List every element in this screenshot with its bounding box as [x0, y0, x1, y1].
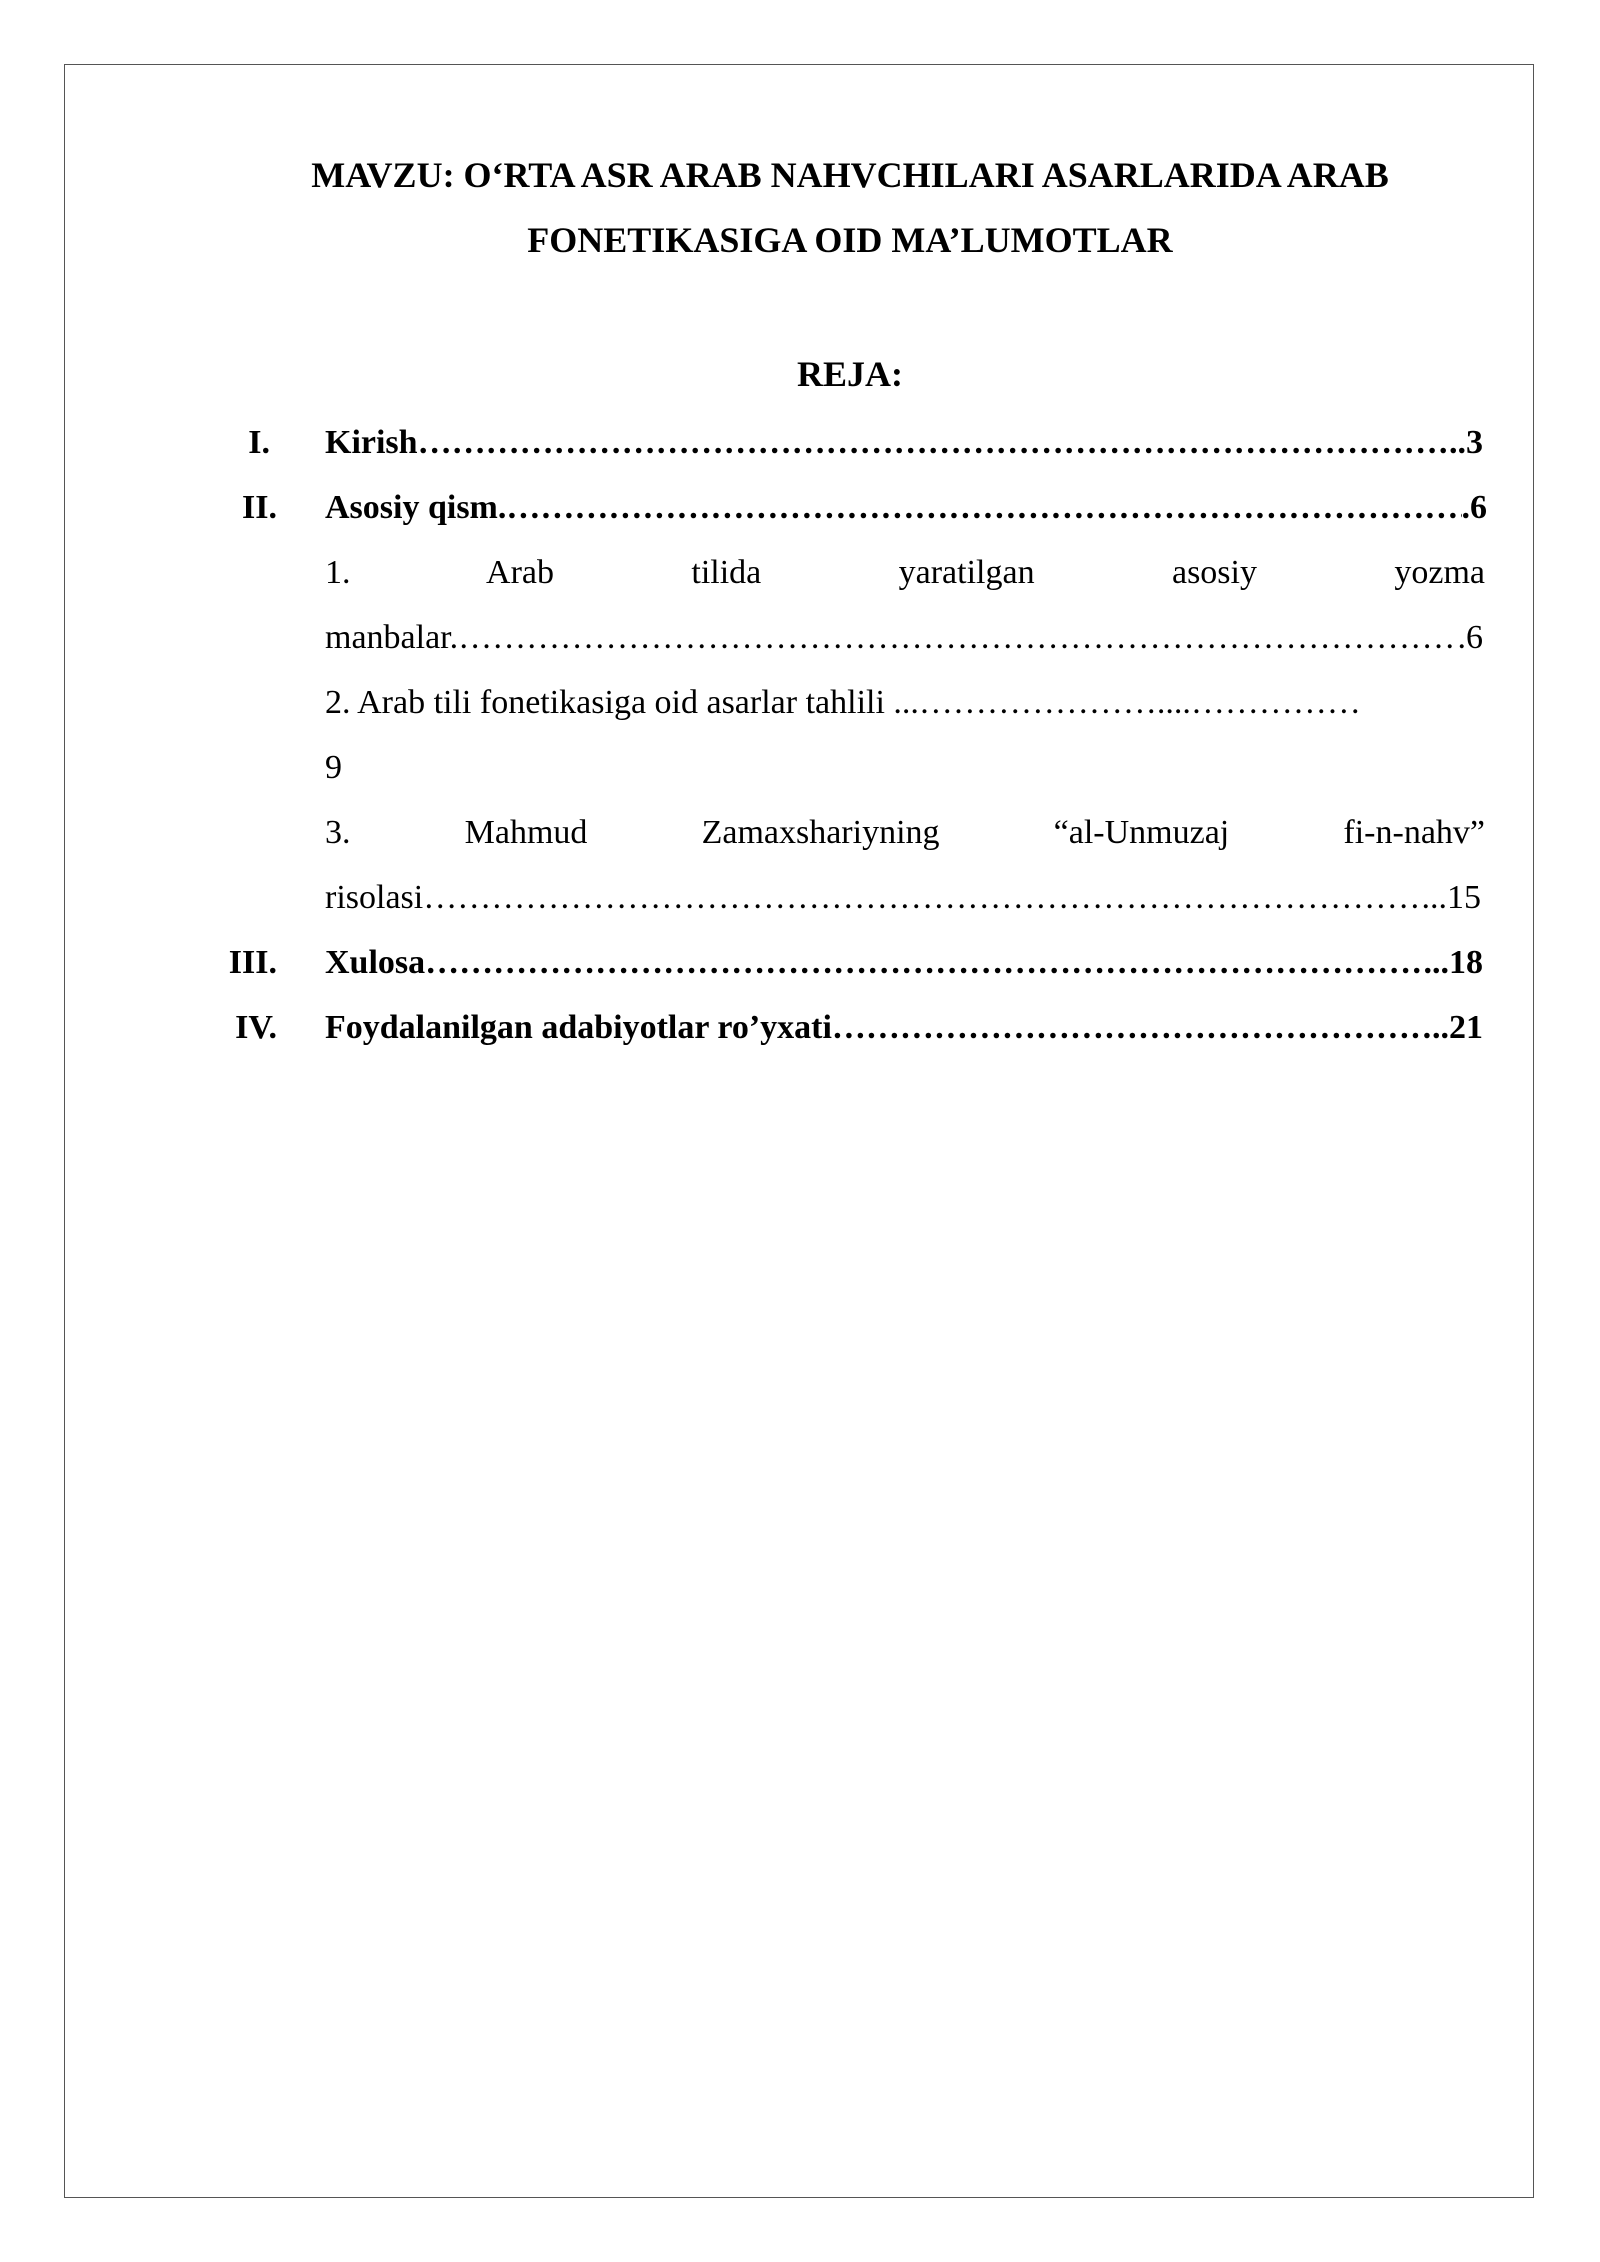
dot-leader: [423, 878, 1421, 918]
toc-entry-label: Kirish: [325, 424, 418, 461]
toc-subentry-3-line-1[interactable]: 3. Mahmud Zamaxshariyning “al-Unmuzaj fi-n-nahv”: [325, 814, 1485, 851]
toc-entry-label: risolasi: [325, 879, 424, 916]
toc-subentry-2-line-1[interactable]: 2. Arab tili fonetikasiga oid asarlar tahlili ...…………………....……………: [325, 684, 1361, 721]
toc-subentry-2-line-2: 9: [325, 749, 342, 786]
plan-heading: REJA:: [797, 354, 903, 394]
toc-entry-label: Asosiy qism.: [325, 489, 507, 526]
dot-leader: [458, 618, 1457, 658]
toc-entry-kirish[interactable]: [325, 423, 1483, 463]
toc-numeral-4: IV.: [235, 1009, 277, 1046]
toc-page-number: .6: [1457, 619, 1483, 656]
toc-page-number: ..3: [1449, 424, 1483, 461]
toc-subentry-3-line-2[interactable]: [325, 878, 1481, 918]
toc-page-number: ...18: [1423, 944, 1483, 981]
toc-page-number: .6: [1461, 489, 1487, 526]
toc-numeral-1: I.: [248, 424, 270, 461]
dot-leader: [832, 1008, 1432, 1048]
document-title-line-1: MAVZU: O‘RTA ASR ARAB NAHVCHILARI ASARLARIDA ARAB: [311, 155, 1389, 195]
toc-subentry-1-line-2[interactable]: [325, 618, 1483, 658]
toc-numeral-2: II.: [242, 489, 277, 526]
toc-entry-label: Foydalanilgan adabiyotlar ro’yxati: [325, 1009, 832, 1046]
dot-leader: [425, 943, 1423, 983]
toc-entry-label: manbalar.: [325, 619, 459, 656]
toc-numeral-3: III.: [228, 944, 277, 981]
dot-leader: [506, 488, 1461, 528]
dot-leader: [418, 423, 1449, 463]
toc-entry-asosiy-qism[interactable]: [325, 488, 1487, 528]
toc-subentry-1-line-1[interactable]: 1. Arab tilida yaratilgan asosiy yozma: [325, 554, 1485, 591]
document-title-line-2: FONETIKASIGA OID MA’LUMOTLAR: [527, 220, 1173, 260]
toc-page-number: ...15: [1421, 879, 1481, 916]
toc-entry-label: Xulosa: [325, 944, 426, 981]
toc-page-number: ..21: [1432, 1009, 1483, 1046]
toc-entry-adabiyotlar[interactable]: [325, 1008, 1483, 1048]
toc-entry-xulosa[interactable]: [325, 943, 1483, 983]
